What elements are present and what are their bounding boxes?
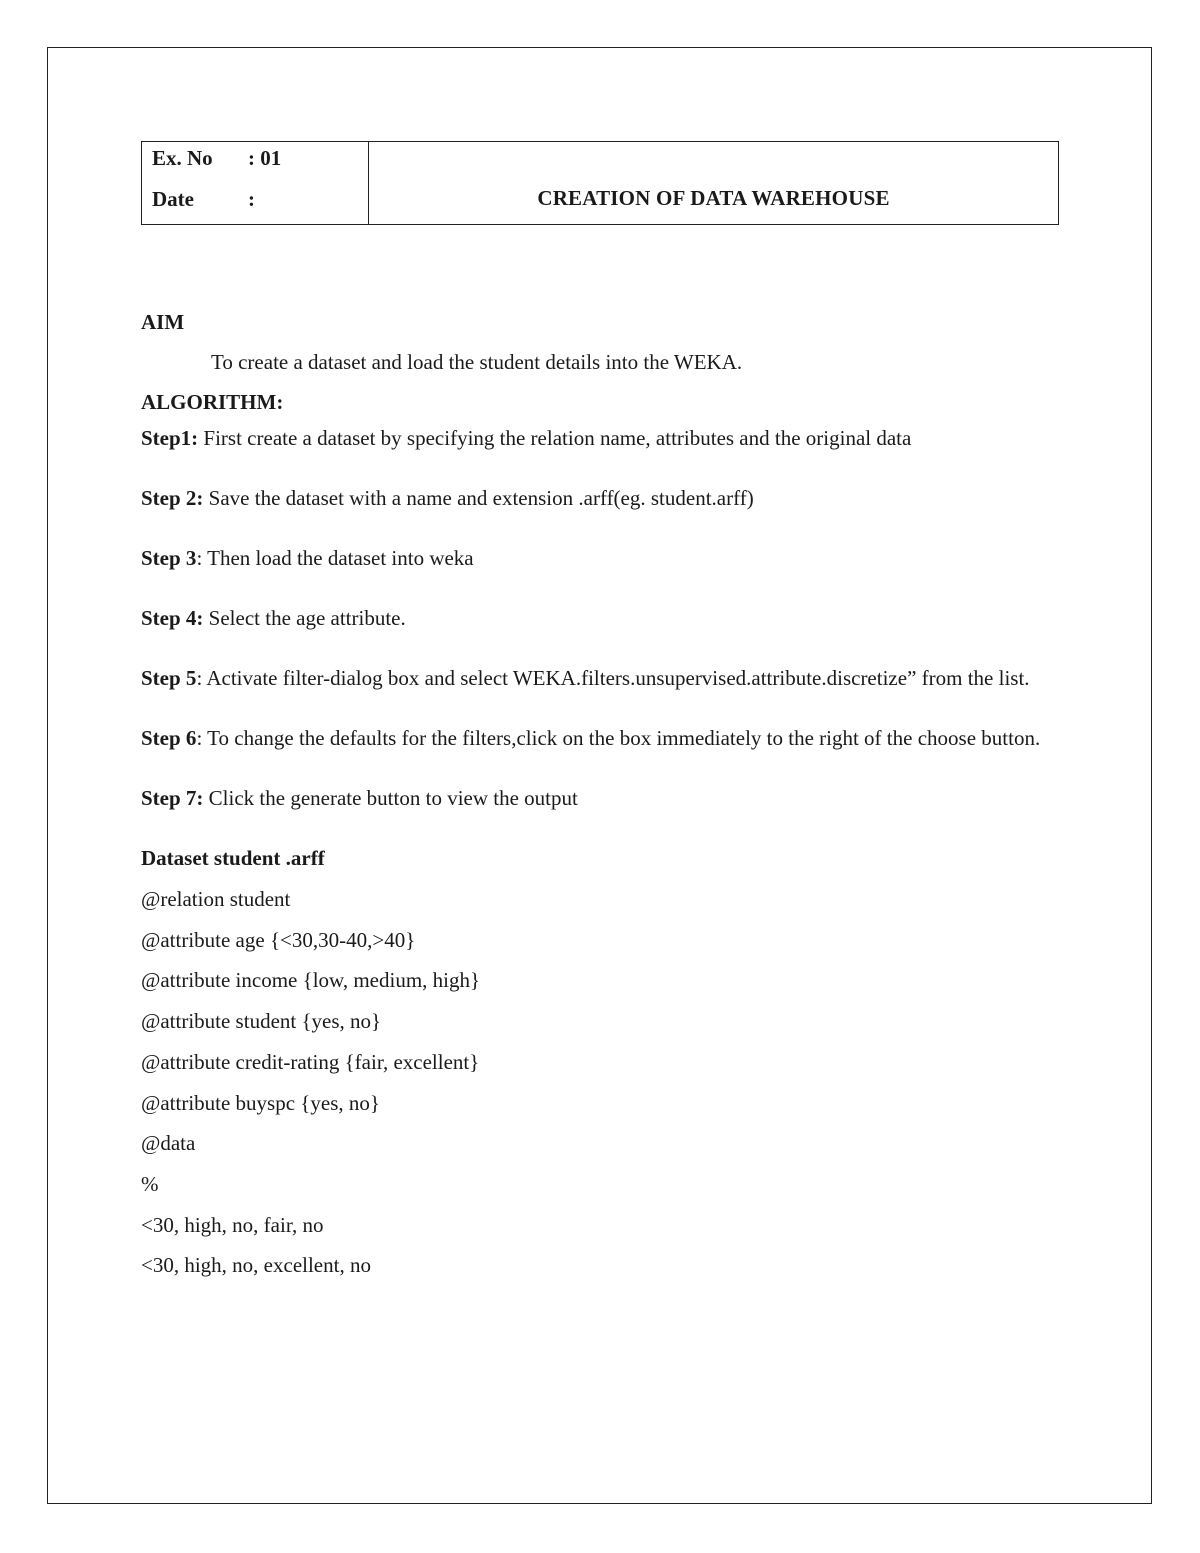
step-4 — [141, 598, 1059, 639]
code-line: @attribute buyspc {yes, no} — [141, 1090, 380, 1115]
code-line: @attribute age {<30,30-40,>40} — [141, 927, 416, 952]
dataset-heading: Dataset student .arff — [141, 846, 325, 870]
code-line: @attribute income {low, medium, high} — [141, 968, 481, 993]
code-line: <30, high, no, excellent, no — [141, 1253, 371, 1278]
step-text: : Then load the dataset into weka — [196, 546, 474, 570]
code-line: @relation student — [141, 887, 291, 911]
step-1 — [141, 418, 1059, 459]
step-7 — [141, 778, 1059, 819]
step-text: Save the dataset with a name and extension .arff(eg. student.arff) — [203, 486, 754, 510]
date-value: : — [248, 187, 255, 211]
step-text: : To change the defaults for the filters,click on the box immediately to the right of the choose button. — [196, 726, 1041, 750]
step-6 — [141, 718, 1059, 759]
step-label: Step1: — [141, 426, 199, 450]
header-table — [141, 141, 1059, 225]
aim-text: To create a dataset and load the student details into the WEKA. — [211, 350, 743, 374]
step-label: Step 6 — [141, 726, 197, 750]
ex-no-label: Ex. No — [152, 146, 213, 170]
step-label: Step 5 — [141, 666, 197, 690]
step-2 — [141, 478, 1059, 519]
code-line: @data — [141, 1131, 196, 1156]
code-line: <30, high, no, fair, no — [141, 1212, 324, 1237]
step-label: Step 4: — [141, 606, 204, 630]
step-label: Step 2: — [141, 486, 204, 510]
ex-no-row — [152, 146, 281, 171]
step-text: Select the age attribute. — [203, 606, 406, 630]
step-3 — [141, 538, 1059, 579]
document-body — [141, 308, 1059, 1286]
code-line: @attribute student {yes, no} — [141, 1009, 382, 1034]
date-label: Date — [152, 187, 194, 211]
step-label: Step 7: — [141, 786, 204, 810]
page-title: CREATION OF DATA WAREHOUSE — [537, 186, 890, 210]
aim-heading: AIM — [141, 310, 185, 334]
step-text: Click the generate button to view the output — [203, 786, 578, 810]
algorithm-heading: ALGORITHM: — [141, 390, 284, 414]
code-line: % — [141, 1171, 159, 1196]
step-text: : Activate filter-dialog box and select WEKA.filters.unsupervised.attribute.discretize” from the list. — [196, 666, 1030, 690]
date-row — [152, 187, 255, 212]
step-5 — [141, 658, 1059, 699]
code-line: @attribute credit-rating {fair, excellent} — [141, 1049, 480, 1074]
header-meta-cell — [142, 142, 369, 224]
header-title-cell — [369, 142, 1058, 224]
step-label: Step 3 — [141, 546, 197, 570]
step-text: First create a dataset by specifying the relation name, attributes and the original data — [198, 426, 912, 450]
ex-no-value: : 01 — [248, 146, 282, 170]
